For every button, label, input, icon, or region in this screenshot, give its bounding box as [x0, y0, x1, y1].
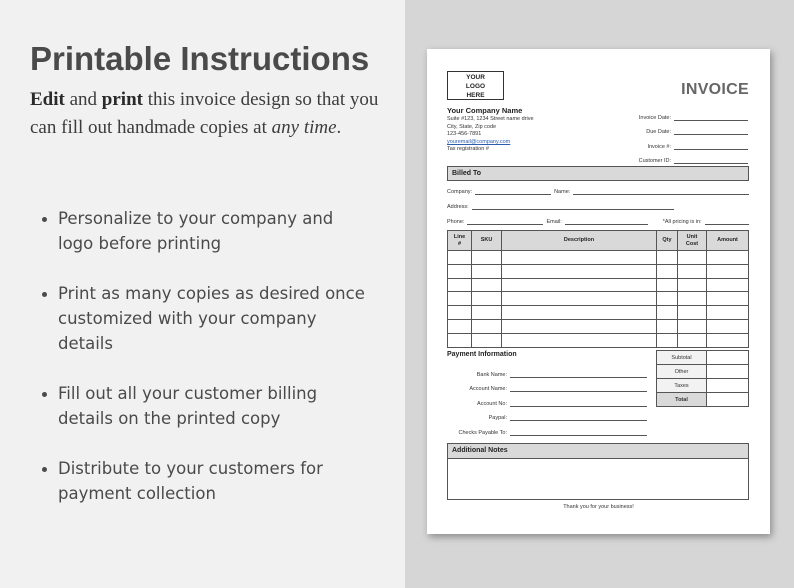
list-item — [40, 206, 370, 256]
bank-name-row — [447, 363, 647, 378]
field-label: Account Name: — [469, 386, 507, 393]
table-row — [448, 251, 749, 265]
table-cell — [707, 278, 749, 292]
table-cell — [707, 292, 749, 306]
invoice-sheet — [427, 49, 770, 534]
additional-notes-header: Additional Notes — [448, 444, 748, 459]
table-cell — [472, 264, 502, 278]
fill-line — [674, 115, 748, 121]
totals-value — [707, 379, 749, 393]
table-cell — [657, 306, 678, 320]
totals-label: Subtotal — [657, 351, 707, 365]
field-label: Company: — [447, 189, 473, 195]
table-cell — [707, 264, 749, 278]
table-cell — [678, 292, 707, 306]
table-cell — [657, 264, 678, 278]
table-cell — [448, 278, 472, 292]
meta-label: Due Date: — [646, 129, 671, 135]
table-cell — [502, 292, 657, 306]
col-qty: Qty — [657, 231, 678, 251]
fill-line — [573, 189, 749, 195]
fill-line — [705, 219, 749, 225]
table-cell — [472, 278, 502, 292]
fill-line — [674, 129, 748, 135]
totals-value — [707, 365, 749, 379]
list-item-text: Personalize to your company and logo before printing — [58, 209, 334, 253]
intro-paragraph — [30, 86, 380, 142]
list-item — [40, 281, 370, 356]
invoice-meta — [608, 106, 748, 164]
col-line — [448, 231, 472, 251]
table-cell — [678, 251, 707, 265]
fill-line — [472, 204, 674, 210]
payment-info-fields — [447, 363, 647, 436]
field-label: Bank Name: — [476, 371, 507, 378]
list-item-text: Distribute to your customers for payment collection — [58, 459, 323, 503]
list-item-text: Fill out all your customer billing details on the printed copy — [58, 384, 318, 428]
totals-value — [707, 393, 749, 407]
fill-line — [674, 144, 748, 150]
fill-line — [475, 189, 551, 195]
table-cell — [657, 333, 678, 347]
list-item-text: Print as many copies as desired once customized with your company details — [58, 284, 365, 353]
invoice-preview-panel — [405, 0, 794, 588]
table-cell — [448, 306, 472, 320]
table-row — [448, 333, 749, 347]
account-name-row — [447, 378, 647, 393]
col-line-label: Line — [453, 234, 466, 240]
fill-line — [467, 219, 543, 225]
intro-and: and — [64, 89, 102, 110]
intro-period: . — [336, 117, 342, 138]
table-row — [448, 264, 749, 278]
company-details — [447, 116, 534, 154]
additional-notes-box — [447, 443, 749, 500]
company-name: Your Company Name — [447, 106, 523, 115]
field-label: Address: — [447, 204, 469, 210]
pricing-note: *All pricing is in: — [662, 219, 702, 225]
list-item — [40, 381, 370, 431]
fill-line — [510, 401, 647, 407]
table-cell — [448, 264, 472, 278]
fill-line — [510, 386, 647, 392]
intro-print: print — [101, 89, 143, 110]
address-field — [447, 202, 749, 210]
company-phone: 123-456-7891 — [447, 131, 482, 138]
totals-label: Total — [657, 393, 707, 407]
taxes-row — [657, 379, 749, 393]
payment-info-title: Payment Information — [447, 351, 517, 358]
table-cell — [472, 319, 502, 333]
table-cell — [678, 306, 707, 320]
table-cell — [448, 292, 472, 306]
instruction-list — [40, 206, 370, 531]
intro-any-time: any time — [271, 117, 337, 138]
table-cell — [502, 278, 657, 292]
company-name-fields — [447, 187, 749, 195]
table-cell — [707, 251, 749, 265]
col-sku: SKU — [472, 231, 502, 251]
company-tax: Tax registration # — [447, 146, 489, 153]
table-cell — [448, 251, 472, 265]
table-cell — [657, 292, 678, 306]
invoice-number-row — [608, 135, 748, 150]
table-cell — [678, 319, 707, 333]
field-label: Email: — [546, 219, 562, 225]
total-row — [657, 393, 749, 407]
thank-you-note: Thank you for your business! — [563, 504, 634, 510]
table-cell — [472, 306, 502, 320]
logo-line: LOGO — [465, 83, 486, 90]
billed-to-header: Billed To — [447, 166, 749, 181]
table-cell — [707, 306, 749, 320]
checks-payable-row — [447, 421, 647, 436]
invoice-title: INVOICE — [681, 81, 749, 98]
field-label: Phone: — [447, 219, 465, 225]
totals-label: Taxes — [657, 379, 707, 393]
logo-placeholder — [447, 71, 504, 100]
col-unit-label: Unit — [686, 234, 698, 240]
invoice-date-row — [608, 106, 748, 121]
table-cell — [707, 319, 749, 333]
paypal-row — [447, 407, 647, 422]
list-item — [40, 456, 370, 506]
table-cell — [502, 251, 657, 265]
subtotal-row — [657, 351, 749, 365]
field-label: Checks Payable To: — [458, 429, 507, 436]
table-cell — [657, 251, 678, 265]
company-address-line: Suite #123, 1234 Street name drive — [447, 116, 534, 122]
phone-email-fields — [447, 217, 749, 225]
field-label: Paypal: — [488, 415, 507, 422]
field-label: Account No: — [477, 400, 507, 407]
meta-label: Invoice Date: — [638, 114, 671, 121]
page-title: Printable Instructions — [30, 40, 370, 77]
bullet-dot-icon — [42, 292, 47, 297]
intro-edit: Edit — [30, 89, 65, 110]
meta-label: Invoice #: — [647, 143, 671, 150]
fill-line — [565, 219, 648, 225]
intro-rest: this invoice design so that you can fill out handmade copies at — [30, 89, 379, 138]
customer-id-row — [608, 150, 748, 165]
totals-table — [656, 350, 749, 407]
other-row — [657, 365, 749, 379]
table-cell — [502, 264, 657, 278]
logo-line: HERE — [466, 92, 485, 99]
fill-line — [674, 158, 748, 164]
account-no-row — [447, 392, 647, 407]
table-cell — [657, 278, 678, 292]
totals-value — [707, 351, 749, 365]
col-amount: Amount — [707, 231, 749, 251]
table-cell — [678, 278, 707, 292]
company-email-link[interactable]: youremail@company.com — [447, 138, 511, 145]
col-unit-label: Cost — [685, 240, 699, 247]
table-cell — [502, 306, 657, 320]
bullet-dot-icon — [42, 392, 47, 397]
meta-label: Customer ID: — [638, 158, 671, 164]
table-cell — [678, 333, 707, 347]
table-cell — [472, 251, 502, 265]
col-description: Description — [502, 231, 657, 251]
table-cell — [678, 264, 707, 278]
bullet-dot-icon — [42, 467, 47, 472]
table-cell — [448, 333, 472, 347]
table-cell — [502, 333, 657, 347]
table-row — [448, 319, 749, 333]
col-line-label: # — [457, 240, 462, 247]
field-label: Name: — [554, 189, 571, 195]
due-date-row — [608, 121, 748, 136]
totals-label: Other — [657, 365, 707, 379]
table-row — [448, 278, 749, 292]
company-city-line: City, State, Zip code — [447, 123, 497, 130]
table-cell — [472, 292, 502, 306]
fill-line — [510, 372, 647, 378]
table-row — [448, 306, 749, 320]
fill-line — [510, 430, 647, 436]
table-cell — [657, 319, 678, 333]
table-row — [448, 292, 749, 306]
col-unit-cost — [678, 231, 707, 251]
table-header-row — [448, 231, 749, 251]
table-cell — [448, 319, 472, 333]
table-cell — [502, 319, 657, 333]
table-cell — [707, 333, 749, 347]
logo-line: YOUR — [466, 74, 485, 81]
table-cell — [472, 333, 502, 347]
bullet-dot-icon — [42, 217, 47, 222]
fill-line — [510, 415, 647, 421]
line-items-table — [447, 230, 749, 348]
